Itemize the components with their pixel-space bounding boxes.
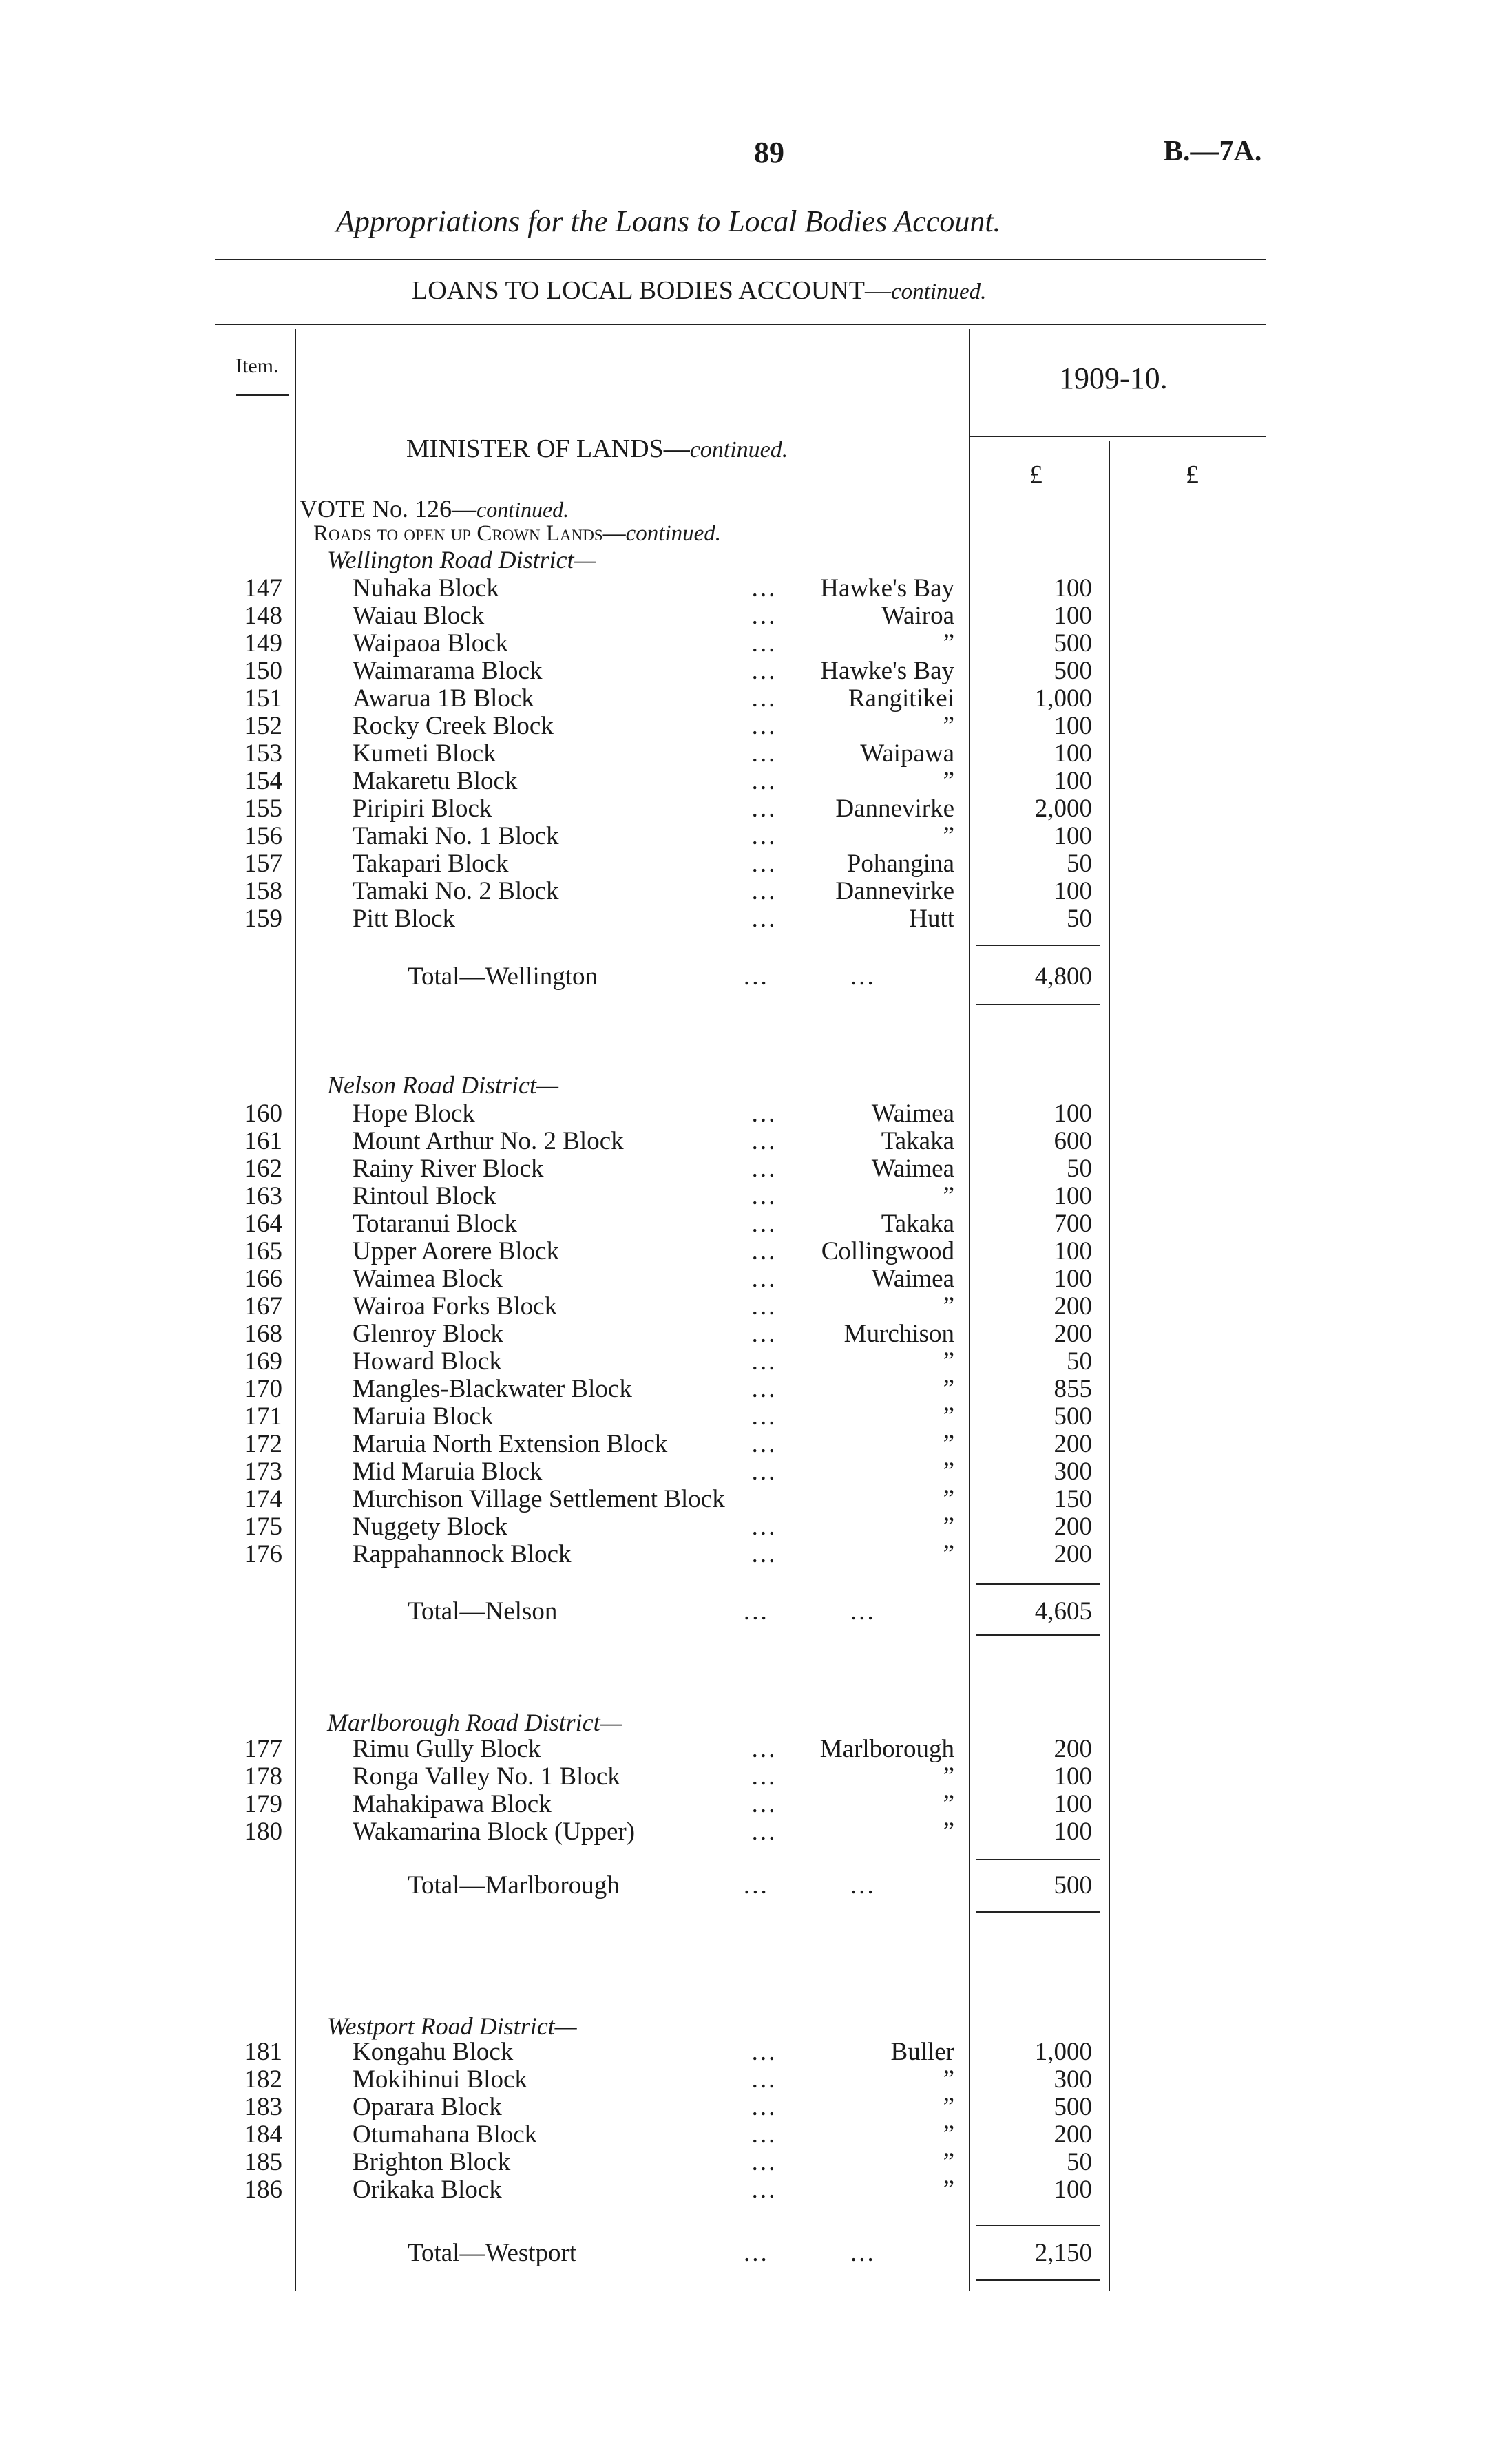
item-number: 152 <box>244 712 282 740</box>
district-name: ” <box>943 1485 954 1513</box>
amount: 100 <box>1054 1762 1092 1791</box>
block-name: Waipaoa Block <box>353 629 509 657</box>
district-name: ” <box>943 1818 954 1846</box>
table-row <box>0 2094 1488 2121</box>
block-name: Nuhaka Block <box>353 574 499 602</box>
district-name: ” <box>943 1790 954 1818</box>
nelson-total-label: Total—Nelson <box>408 1597 558 1625</box>
item-number: 150 <box>244 657 282 685</box>
leader-dots: ... <box>751 1347 777 1376</box>
block-name: Maruia Block <box>353 1402 494 1431</box>
block-name: Takapari Block <box>353 850 509 878</box>
table-row <box>0 1541 1488 1568</box>
item-header-rule <box>236 394 289 396</box>
item-number: 151 <box>244 684 282 713</box>
table-row <box>0 2149 1488 2176</box>
amount: 855 <box>1054 1375 1092 1403</box>
leader-dots: ... <box>751 1818 777 1846</box>
amount: 2,000 <box>1034 794 1092 823</box>
item-number: 149 <box>244 629 282 657</box>
leader-dots: ... <box>751 1790 777 1818</box>
block-name: Maruia North Extension Block <box>353 1430 668 1458</box>
leader-dots: ... <box>751 1182 777 1210</box>
table-row <box>0 685 1488 713</box>
district-name: ” <box>943 1375 954 1403</box>
amount: 100 <box>1054 602 1092 630</box>
block-name: Upper Aorere Block <box>353 1237 560 1265</box>
title-rule <box>215 259 1266 260</box>
table-row <box>0 1100 1488 1128</box>
block-name: Waiau Block <box>353 602 485 630</box>
nelson-district-heading: Nelson Road District— <box>327 1071 559 1099</box>
amount: 300 <box>1054 1457 1092 1486</box>
block-name: Rimu Gully Block <box>353 1735 541 1763</box>
district-name: Rangitikei <box>848 684 954 713</box>
leader-dots: ... <box>751 602 777 630</box>
block-name: Wairoa Forks Block <box>353 1292 558 1320</box>
westport-total-rule-top <box>976 2225 1100 2226</box>
minister-heading <box>406 434 788 464</box>
amount: 500 <box>1054 1402 1092 1431</box>
leader-dots: ... <box>751 2148 777 2176</box>
district-name: ” <box>943 1457 954 1486</box>
roads-heading-main: Roads to open up Crown Lands— <box>313 521 626 546</box>
amount: 500 <box>1054 657 1092 685</box>
table-row <box>0 1791 1488 1818</box>
westport-total-dots-1: ... <box>744 2239 769 2267</box>
table-row <box>0 2121 1488 2149</box>
table-row <box>0 1431 1488 1458</box>
marlborough-total-amount: 500 <box>1054 1871 1092 1899</box>
marlborough-total-rule-top <box>976 1859 1100 1860</box>
item-number: 169 <box>244 1347 282 1376</box>
item-number: 153 <box>244 739 282 768</box>
district-name: ” <box>943 712 954 740</box>
table-row <box>0 1293 1488 1320</box>
amount: 50 <box>1067 2148 1092 2176</box>
table-row <box>0 1320 1488 1348</box>
item-number: 180 <box>244 1818 282 1846</box>
minister-heading-continued: continued. <box>689 437 788 463</box>
amount: 1,000 <box>1034 2038 1092 2066</box>
district-name: Takaka <box>881 1210 954 1238</box>
leader-dots: ... <box>751 1430 777 1458</box>
block-name: Mid Maruia Block <box>353 1457 543 1486</box>
item-number: 185 <box>244 2148 282 2176</box>
item-number: 158 <box>244 877 282 905</box>
district-name: ” <box>943 1762 954 1791</box>
block-name: Waimarama Block <box>353 657 543 685</box>
amount: 100 <box>1054 1265 1092 1293</box>
district-name: Hawke's Bay <box>820 657 954 685</box>
item-number: 154 <box>244 767 282 795</box>
leader-dots: ... <box>751 1375 777 1403</box>
amount: 200 <box>1054 1320 1092 1348</box>
leader-dots: ... <box>751 574 777 602</box>
marlborough-total-rule-bottom <box>976 1911 1100 1913</box>
wellington-total-label: Total—Wellington <box>408 962 598 991</box>
item-number: 182 <box>244 2065 282 2094</box>
subtitle-main: LOANS TO LOCAL BODIES ACCOUNT— <box>412 276 892 305</box>
item-number: 166 <box>244 1265 282 1293</box>
nelson-total-dots-2: ... <box>850 1597 876 1625</box>
leader-dots: ... <box>751 1127 777 1155</box>
item-number: 183 <box>244 2093 282 2121</box>
item-number: 156 <box>244 822 282 850</box>
table-row <box>0 1155 1488 1183</box>
amount: 50 <box>1067 1347 1092 1376</box>
amount: 500 <box>1054 2093 1092 2121</box>
block-name: Totaranui Block <box>353 1210 517 1238</box>
leader-dots: ... <box>751 1237 777 1265</box>
leader-dots: ... <box>751 1155 777 1183</box>
block-name: Mangles-Blackwater Block <box>353 1375 632 1403</box>
amount: 100 <box>1054 712 1092 740</box>
district-name: Waimea <box>871 1155 954 1183</box>
district-name: Murchison <box>843 1320 954 1348</box>
amount: 100 <box>1054 1099 1092 1128</box>
subtitle-continued: continued. <box>891 280 987 304</box>
block-name: Ronga Valley No. 1 Block <box>353 1762 620 1791</box>
amount: 100 <box>1054 1182 1092 1210</box>
block-name: Piripiri Block <box>353 794 492 823</box>
item-number: 168 <box>244 1320 282 1348</box>
block-name: Pitt Block <box>353 905 456 933</box>
leader-dots: ... <box>751 1099 777 1128</box>
amount: 100 <box>1054 767 1092 795</box>
block-name: Makaretu Block <box>353 767 518 795</box>
district-name: ” <box>943 2120 954 2149</box>
table-row <box>0 878 1488 905</box>
block-name: Howard Block <box>353 1347 502 1376</box>
leader-dots: ... <box>751 1762 777 1791</box>
item-number: 177 <box>244 1735 282 1763</box>
table-row <box>0 1763 1488 1791</box>
item-number: 175 <box>244 1513 282 1541</box>
item-number: 161 <box>244 1127 282 1155</box>
table-row <box>0 768 1488 795</box>
westport-total-label: Total—Westport <box>408 2239 577 2267</box>
leader-dots: ... <box>751 1265 777 1293</box>
westport-total-row <box>0 2240 1488 2267</box>
leader-dots: ... <box>751 794 777 823</box>
district-name: ” <box>943 1347 954 1376</box>
block-name: Mokihinui Block <box>353 2065 527 2094</box>
district-name: Pohangina <box>846 850 954 878</box>
block-name: Rocky Creek Block <box>353 712 554 740</box>
leader-dots: ... <box>751 822 777 850</box>
westport-total-amount: 2,150 <box>1034 2239 1092 2267</box>
wellington-total-row <box>0 963 1488 991</box>
leader-dots: ... <box>751 1513 777 1541</box>
westport-total-rule-bottom <box>976 2279 1100 2281</box>
wellington-total-rule-bottom <box>976 1004 1100 1005</box>
amount: 100 <box>1054 877 1092 905</box>
block-name: Glenroy Block <box>353 1320 503 1348</box>
leader-dots: ... <box>751 712 777 740</box>
table-row <box>0 602 1488 630</box>
leader-dots: ... <box>751 2120 777 2149</box>
item-number: 165 <box>244 1237 282 1265</box>
district-name: ” <box>943 2148 954 2176</box>
district-name: ” <box>943 1182 954 1210</box>
leader-dots: ... <box>751 1292 777 1320</box>
amount: 100 <box>1054 2176 1092 2204</box>
district-name: Dannevirke <box>835 877 954 905</box>
item-number: 181 <box>244 2038 282 2066</box>
leader-dots: ... <box>751 2038 777 2066</box>
table-row <box>0 1458 1488 1486</box>
marlborough-district-heading: Marlborough Road District— <box>327 1709 622 1736</box>
wellington-total-rule-top <box>976 945 1100 946</box>
district-name: ” <box>943 2065 954 2094</box>
leader-dots: ... <box>751 877 777 905</box>
block-name: Rappahannock Block <box>353 1540 572 1568</box>
district-name: Waipawa <box>860 739 954 768</box>
page-title: Appropriations for the Loans to Local Bodies Account. <box>336 204 1001 238</box>
leader-dots: ... <box>751 1402 777 1431</box>
leader-dots: ... <box>751 1735 777 1763</box>
wellington-total-amount: 4,800 <box>1034 962 1092 991</box>
block-name: Kongahu Block <box>353 2038 514 2066</box>
amount: 50 <box>1067 905 1092 933</box>
block-name: Nuggety Block <box>353 1513 508 1541</box>
amount: 100 <box>1054 574 1092 602</box>
page-number: 89 <box>754 136 784 169</box>
item-number: 162 <box>244 1155 282 1183</box>
leader-dots: ... <box>751 2176 777 2204</box>
table-row <box>0 575 1488 602</box>
block-name: Hope Block <box>353 1099 475 1128</box>
amount: 200 <box>1054 1430 1092 1458</box>
block-name: Wakamarina Block (Upper) <box>353 1818 636 1846</box>
district-name: ” <box>943 1540 954 1568</box>
district-name: ” <box>943 1430 954 1458</box>
block-name: Kumeti Block <box>353 739 496 768</box>
amount: 150 <box>1054 1485 1092 1513</box>
table-row <box>0 905 1488 933</box>
block-name: Otumahana Block <box>353 2120 538 2149</box>
year-header-rule <box>970 436 1266 437</box>
item-number: 163 <box>244 1182 282 1210</box>
amount: 500 <box>1054 629 1092 657</box>
minister-heading-main: MINISTER OF LANDS— <box>406 434 690 463</box>
westport-total-dots-2: ... <box>850 2239 876 2267</box>
district-name: ” <box>943 629 954 657</box>
nelson-total-row <box>0 1598 1488 1625</box>
year-column-header: 1909-10. <box>1059 361 1168 395</box>
district-name: ” <box>943 1292 954 1320</box>
nelson-total-rule-top <box>976 1583 1100 1585</box>
district-name: ” <box>943 2093 954 2121</box>
leader-dots: ... <box>751 2093 777 2121</box>
table-row <box>0 1513 1488 1541</box>
table-row <box>0 1736 1488 1763</box>
section-subtitle <box>412 275 986 306</box>
table-row <box>0 795 1488 823</box>
vote-heading <box>300 494 569 523</box>
marlborough-total-label: Total—Marlborough <box>408 1871 620 1899</box>
item-column-header: Item. <box>235 355 279 377</box>
table-row <box>0 630 1488 657</box>
leader-dots: ... <box>751 1210 777 1238</box>
district-name: Dannevirke <box>835 794 954 823</box>
block-name: Mount Arthur No. 2 Block <box>353 1127 624 1155</box>
item-number: 179 <box>244 1790 282 1818</box>
district-name: Wairoa <box>881 602 954 630</box>
document-reference: B.—7A. <box>1164 136 1262 167</box>
block-name: Brighton Block <box>353 2148 511 2176</box>
district-name: Waimea <box>871 1265 954 1293</box>
table-row <box>0 2039 1488 2066</box>
block-name: Orikaka Block <box>353 2176 502 2204</box>
item-number: 159 <box>244 905 282 933</box>
leader-dots: ... <box>751 850 777 878</box>
amount: 200 <box>1054 1513 1092 1541</box>
marlborough-total-dots-2: ... <box>850 1871 876 1899</box>
block-name: Rainy River Block <box>353 1155 544 1183</box>
westport-district-heading: Westport Road District— <box>327 2012 577 2040</box>
item-number: 173 <box>244 1457 282 1486</box>
amount: 600 <box>1054 1127 1092 1155</box>
table-row <box>0 657 1488 685</box>
district-name: ” <box>943 767 954 795</box>
item-number: 172 <box>244 1430 282 1458</box>
table-row <box>0 1348 1488 1376</box>
table-row <box>0 823 1488 850</box>
block-name: Murchison Village Settlement Block <box>353 1485 725 1513</box>
table-row <box>0 1376 1488 1403</box>
roads-heading <box>313 521 721 547</box>
currency-symbol-2: £ <box>1186 461 1199 489</box>
item-number: 157 <box>244 850 282 878</box>
item-number: 176 <box>244 1540 282 1568</box>
leader-dots: ... <box>751 1540 777 1568</box>
amount: 50 <box>1067 1155 1092 1183</box>
leader-dots: ... <box>751 905 777 933</box>
amount: 700 <box>1054 1210 1092 1238</box>
block-name: Tamaki No. 2 Block <box>353 877 559 905</box>
district-name: ” <box>943 822 954 850</box>
item-number: 160 <box>244 1099 282 1128</box>
district-name: Waimea <box>871 1099 954 1128</box>
table-row <box>0 1210 1488 1238</box>
wellington-district-heading: Wellington Road District— <box>327 546 596 573</box>
table-row <box>0 1265 1488 1293</box>
amount: 100 <box>1054 822 1092 850</box>
amount: 200 <box>1054 1292 1092 1320</box>
leader-dots: ... <box>751 2065 777 2094</box>
district-name: Hawke's Bay <box>820 574 954 602</box>
leader-dots: ... <box>751 657 777 685</box>
amount: 50 <box>1067 850 1092 878</box>
vote-heading-continued: continued. <box>476 497 569 522</box>
leader-dots: ... <box>751 684 777 713</box>
district-name: ” <box>943 1402 954 1431</box>
amount: 200 <box>1054 1735 1092 1763</box>
table-row <box>0 1818 1488 1846</box>
item-number: 186 <box>244 2176 282 2204</box>
leader-dots: ... <box>751 1320 777 1348</box>
item-number: 167 <box>244 1292 282 1320</box>
block-name: Tamaki No. 1 Block <box>353 822 559 850</box>
table-top-rule <box>215 324 1266 325</box>
district-name: Buller <box>890 2038 954 2066</box>
district-name: Collingwood <box>821 1237 954 1265</box>
table-row <box>0 1183 1488 1210</box>
amount: 100 <box>1054 1790 1092 1818</box>
item-number: 155 <box>244 794 282 823</box>
block-name: Oparara Block <box>353 2093 502 2121</box>
table-row <box>0 2176 1488 2204</box>
district-name: Marlborough <box>819 1735 954 1763</box>
marlborough-total-dots-1: ... <box>744 1871 769 1899</box>
amount: 1,000 <box>1034 684 1092 713</box>
table-row <box>0 1238 1488 1265</box>
table-row <box>0 1128 1488 1155</box>
district-name: ” <box>943 2176 954 2204</box>
roads-heading-continued: continued. <box>625 521 722 546</box>
leader-dots: ... <box>751 629 777 657</box>
nelson-total-dots-1: ... <box>744 1597 769 1625</box>
item-number: 170 <box>244 1375 282 1403</box>
leader-dots: ... <box>751 1457 777 1486</box>
nelson-total-amount: 4,605 <box>1034 1597 1092 1625</box>
wellington-total-dots-1: ... <box>744 962 769 991</box>
item-number: 174 <box>244 1485 282 1513</box>
item-number: 164 <box>244 1210 282 1238</box>
district-name: ” <box>943 1513 954 1541</box>
item-number: 178 <box>244 1762 282 1791</box>
table-row <box>0 1403 1488 1431</box>
district-name: Takaka <box>881 1127 954 1155</box>
amount: 100 <box>1054 1818 1092 1846</box>
block-name: Waimea Block <box>353 1265 503 1293</box>
currency-symbol-1: £ <box>1029 461 1042 489</box>
wellington-total-dots-2: ... <box>850 962 876 991</box>
item-number: 184 <box>244 2120 282 2149</box>
vote-heading-main: VOTE No. 126— <box>300 495 476 523</box>
table-row <box>0 850 1488 878</box>
nelson-total-rule-bottom <box>976 1634 1100 1636</box>
block-name: Mahakipawa Block <box>353 1790 552 1818</box>
amount: 100 <box>1054 739 1092 768</box>
table-row <box>0 1486 1488 1513</box>
table-row <box>0 713 1488 740</box>
item-number: 148 <box>244 602 282 630</box>
leader-dots: ... <box>751 767 777 795</box>
amount: 200 <box>1054 1540 1092 1568</box>
district-name: Hutt <box>909 905 954 933</box>
marlborough-total-row <box>0 1872 1488 1899</box>
amount: 300 <box>1054 2065 1092 2094</box>
amount: 100 <box>1054 1237 1092 1265</box>
table-row <box>0 2066 1488 2094</box>
amount: 200 <box>1054 2120 1092 2149</box>
leader-dots: ... <box>751 739 777 768</box>
item-number: 147 <box>244 574 282 602</box>
block-name: Rintoul Block <box>353 1182 496 1210</box>
block-name: Awarua 1B Block <box>353 684 534 713</box>
table-row <box>0 740 1488 768</box>
item-number: 171 <box>244 1402 282 1431</box>
